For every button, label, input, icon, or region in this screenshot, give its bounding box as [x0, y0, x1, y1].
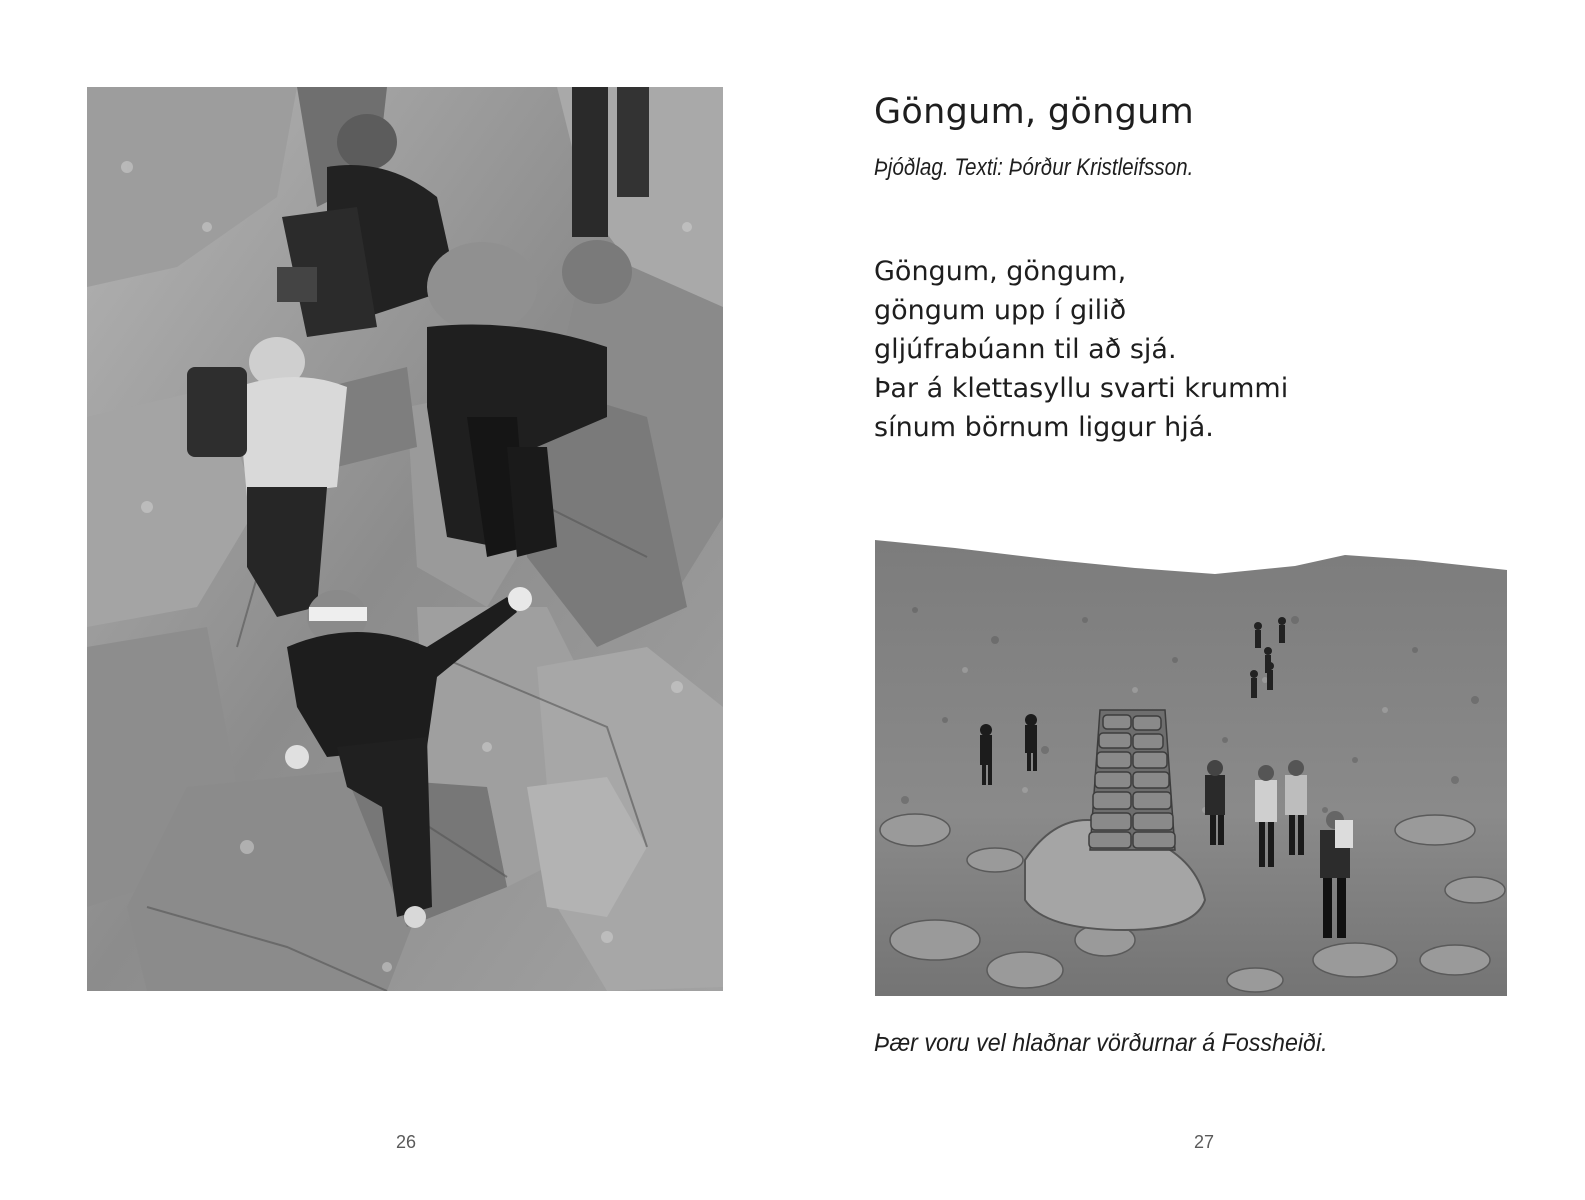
photo-hikers-climbing-rock	[87, 87, 723, 991]
lyric-line: Þar á klettasyllu svarti krummi	[874, 373, 1289, 404]
page-number: 26	[396, 1132, 417, 1152]
song-title: Göngum, göngum	[874, 92, 1194, 132]
lyric-line: Göngum, göngum,	[874, 256, 1127, 287]
lyric-line: göngum upp í gilið	[874, 295, 1127, 326]
song-credit: Þjóðlag. Texti: Þórður Kristleifsson.	[874, 154, 1194, 181]
left-page	[0, 0, 792, 1200]
photo-caption: Þær voru vel hlaðnar vörðurnar á Fossheiði.	[874, 1029, 1328, 1057]
lyric-line: sínum börnum liggur hjá.	[874, 412, 1214, 443]
page-number: 27	[1194, 1132, 1215, 1152]
lyrics-verse	[874, 252, 1288, 447]
hikers-walking-past-cairn-icon	[875, 530, 1507, 996]
photo-hikers-cairn	[875, 530, 1507, 996]
hikers-climbing-rock-face-icon	[87, 87, 723, 991]
right-page	[792, 0, 1584, 1200]
lyric-line: gljúfrabúann til að sjá.	[874, 334, 1177, 365]
